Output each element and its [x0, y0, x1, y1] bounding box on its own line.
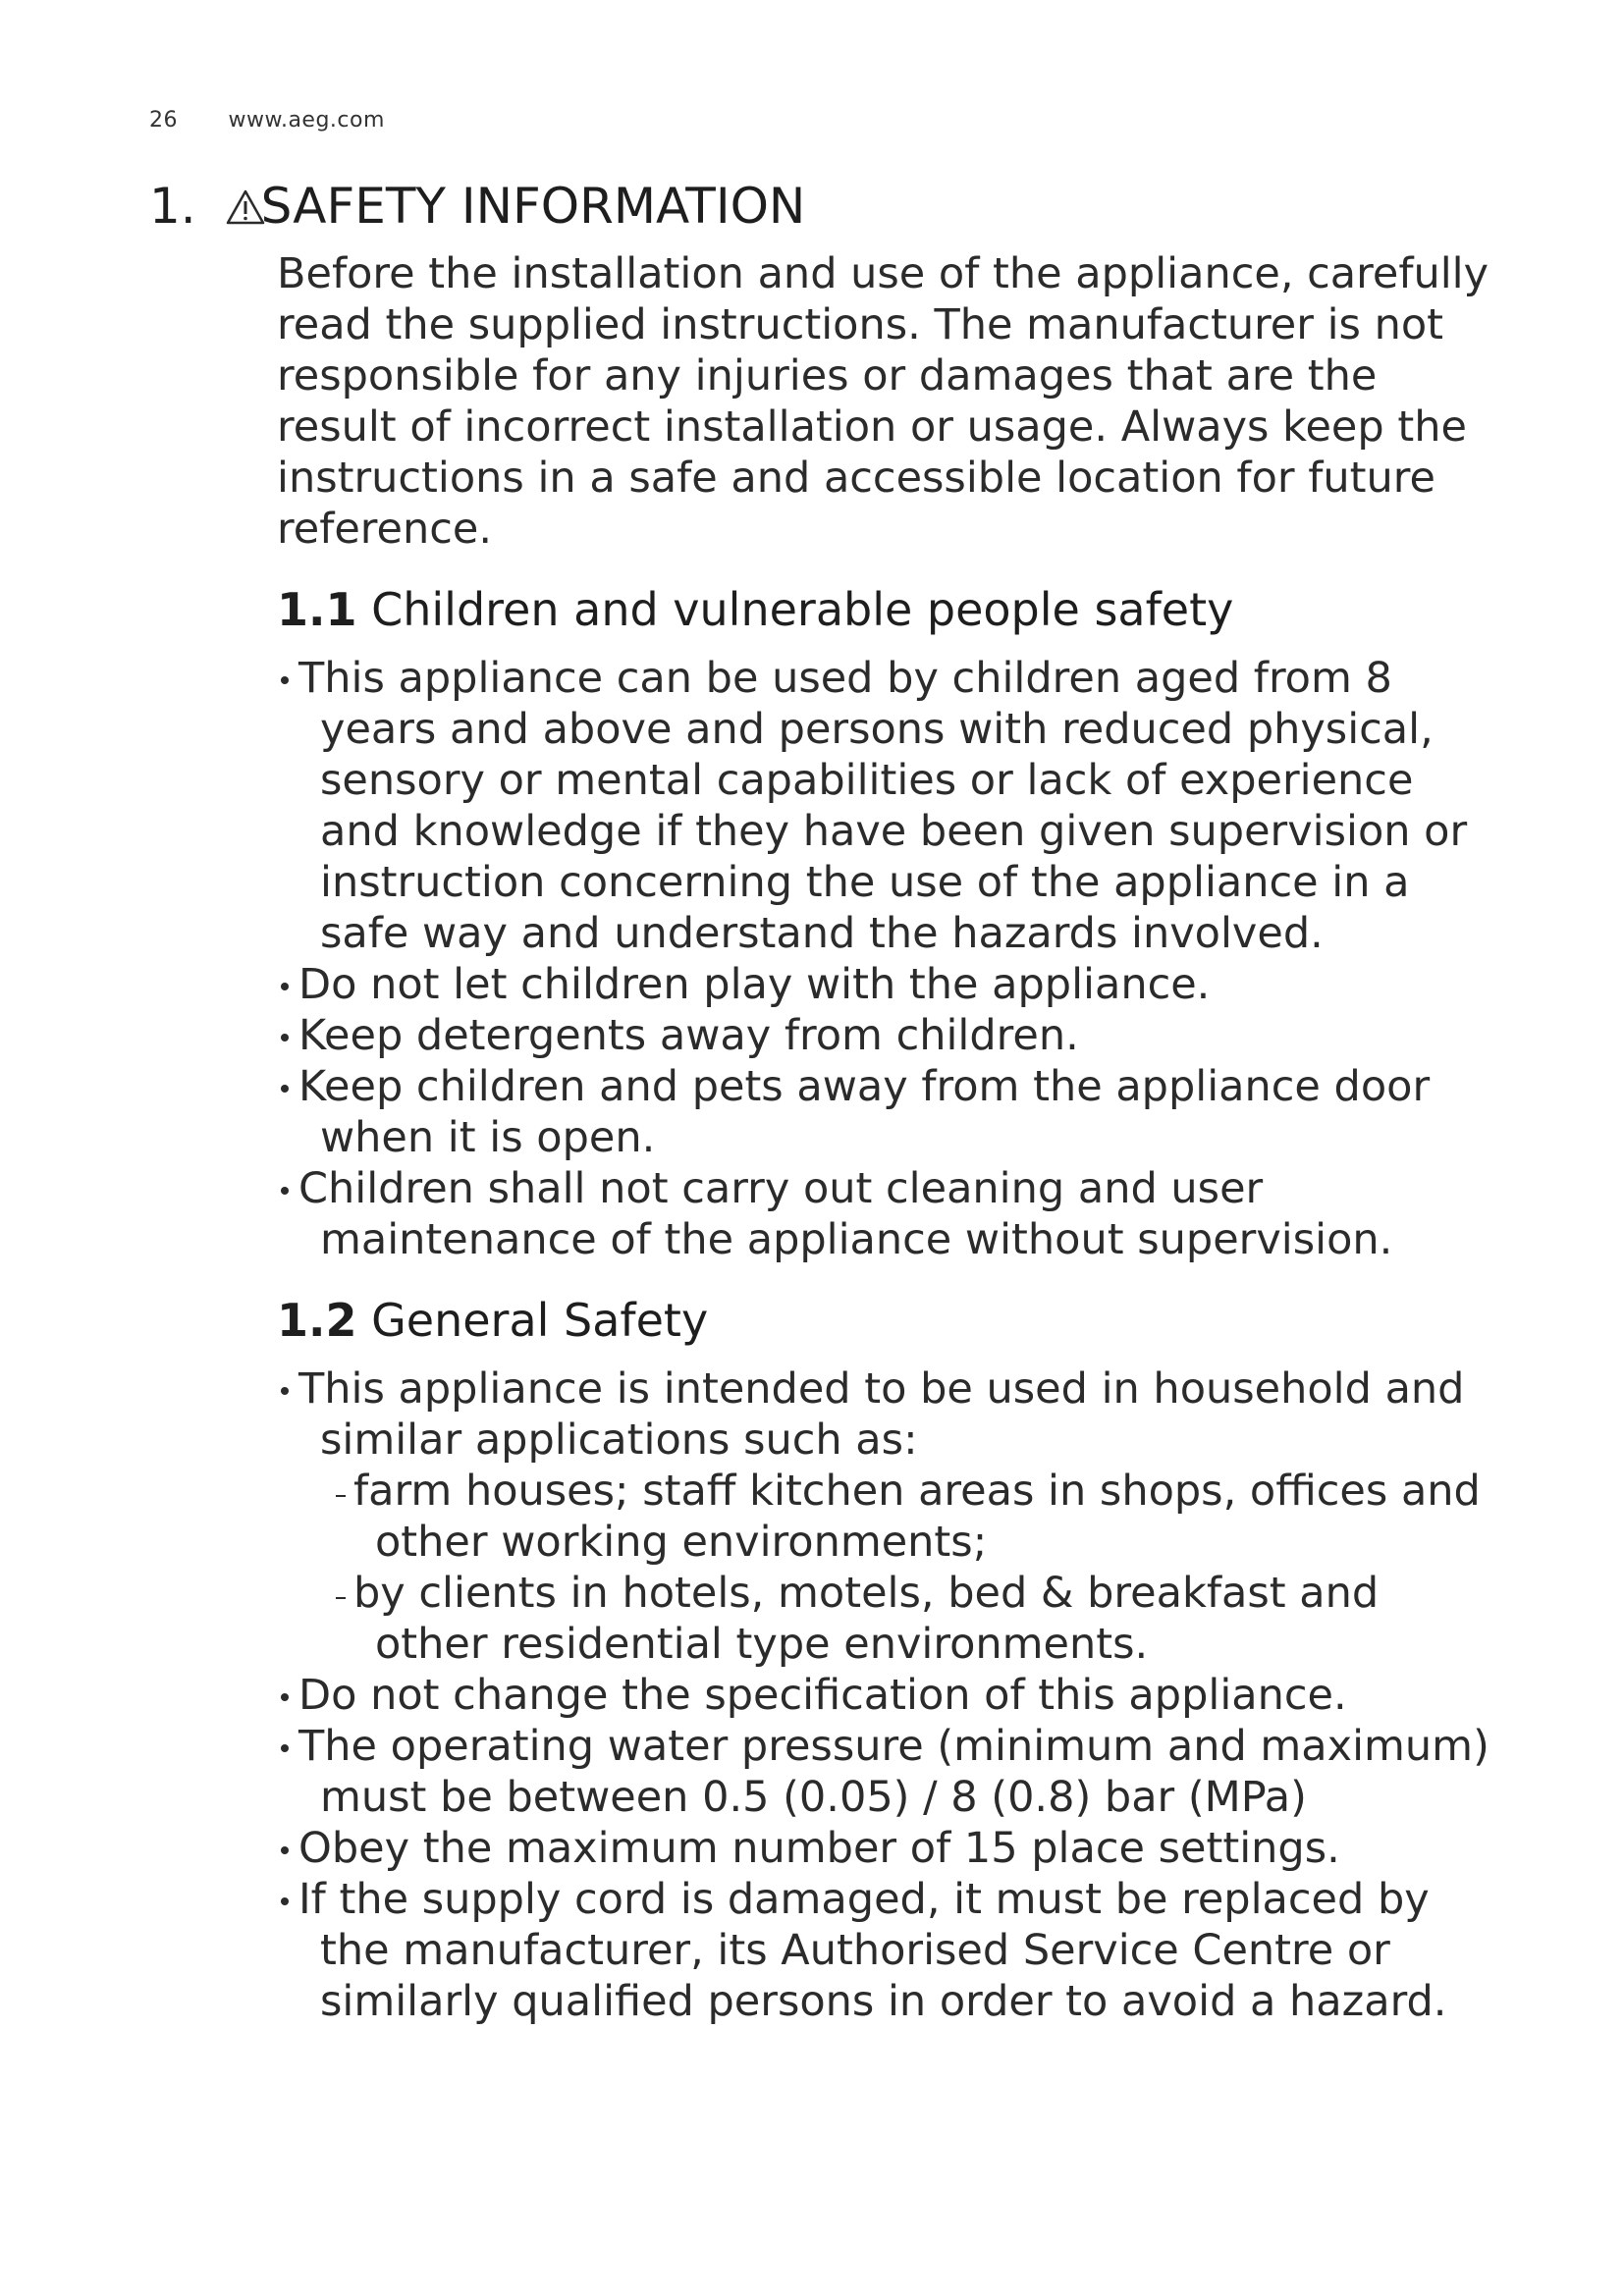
list-item: Do not change the specification of this appliance.	[277, 1670, 1494, 1721]
section-title	[149, 175, 805, 238]
page-header	[149, 108, 385, 133]
list-item: Keep detergents away from children.	[277, 1010, 1494, 1061]
subsection-number: 1.2	[277, 1294, 357, 1347]
children-safety-list	[277, 653, 1494, 1265]
list-item: This appliance can be used by children aged from 8 years and above and persons with reduced physical, sensory or mental capabilities or lack of experience and knowledge if they have been given supervision or instruction concerning the use of the appliance in a safe way and understand the hazards involved.	[277, 653, 1494, 959]
subsection-number: 1.1	[277, 583, 357, 636]
applications-sublist	[320, 1466, 1494, 1670]
section-number: 1.	[149, 178, 196, 235]
subsection-title: Children and vulnerable people safety	[371, 583, 1234, 636]
website-url: www.aeg.com	[228, 108, 385, 133]
subsection-heading-general-safety	[277, 1291, 1494, 1350]
subsection-title: General Safety	[371, 1294, 709, 1347]
list-item: The operating water pressure (minimum and maximum) must be between 0.5 (0.05) / 8 (0.8) bar (MPa)	[277, 1721, 1494, 1823]
list-item: Children shall not carry out cleaning and user maintenance of the appliance without supervision.	[277, 1163, 1494, 1265]
section-title-text: SAFETY INFORMATION	[260, 178, 806, 235]
list-item: Keep children and pets away from the appliance door when it is open.	[277, 1061, 1494, 1163]
sub-list-item: farm houses; staff kitchen areas in shops, offices and other working environments;	[336, 1466, 1494, 1568]
intro-paragraph: Before the installation and use of the appliance, carefully read the supplied instructions. The manufacturer is not responsible for any injuries or damages that are the result of incorrect installation or usage. Always keep the instructions in a safe and accessible location for future reference.	[277, 249, 1489, 554]
list-item: If the supply cord is damaged, it must be replaced by the manufacturer, its Authorised Service Centre or similarly qualified persons in order to avoid a hazard.	[277, 1874, 1494, 2027]
content-column	[277, 248, 1494, 2027]
sub-list-item: by clients in hotels, motels, bed & breakfast and other residential type environments.	[336, 1568, 1494, 1670]
warning-triangle-icon	[226, 177, 265, 212]
list-item: Obey the maximum number of 15 place settings.	[277, 1823, 1494, 1874]
list-item: This appliance is intended to be used in household and similar applications such as: farm houses; staff kitchen areas in shops, offices and other working environments; by clients in hotels, motels, bed & breakfast and other residential type environments.	[277, 1363, 1494, 1670]
general-safety-list	[277, 1363, 1494, 2027]
page-number: 26	[149, 108, 178, 133]
list-item: Do not let children play with the appliance.	[277, 959, 1494, 1010]
subsection-heading-children-safety	[277, 580, 1494, 639]
